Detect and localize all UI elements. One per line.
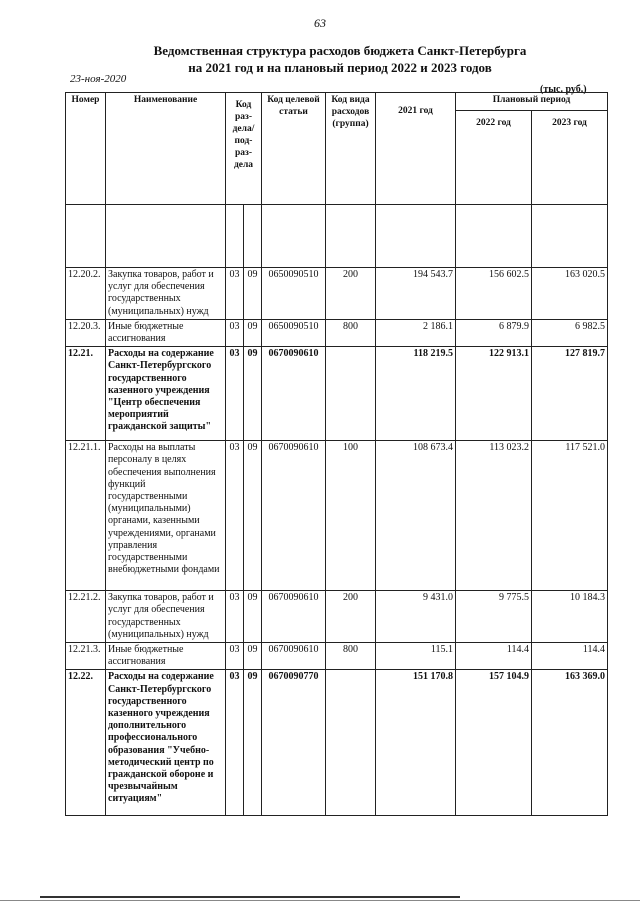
row-name: Закупка товаров, работ и услуг для обеспечения государственных (муниципальных) нужд	[106, 591, 226, 643]
row-subsection: 09	[244, 643, 262, 670]
header-number: Номер	[66, 93, 106, 205]
row-section: 03	[226, 643, 244, 670]
row-2023: 163 020.5	[532, 268, 608, 320]
row-name: Расходы на содержание Санкт-Петербургского государственного казенного учреждения "Центр обеспечения мероприятий гражданской защиты"	[106, 347, 226, 441]
scan-artifact-line	[40, 896, 460, 898]
row-type: 200	[326, 591, 376, 643]
table-row	[66, 319, 608, 346]
row-number: 12.22.	[66, 670, 106, 816]
blank-row	[66, 205, 608, 268]
row-2023: 127 819.7	[532, 347, 608, 441]
row-target: 0670090610	[262, 643, 326, 670]
budget-table	[65, 92, 608, 816]
row-section: 03	[226, 347, 244, 441]
row-2021: 2 186.1	[376, 319, 456, 346]
row-name: Закупка товаров, работ и услуг для обеспечения государственных (муниципальных) нужд	[106, 268, 226, 320]
row-target: 0670090610	[262, 591, 326, 643]
row-2021: 194 543.7	[376, 268, 456, 320]
row-2022: 113 023.2	[456, 441, 532, 591]
row-name: Расходы на выплаты персоналу в целях обеспечения выполнения функций государственными (муниципальными) органами, казенными учреждениями, органами управления государственными внебюджетными фондами	[106, 441, 226, 591]
document-title	[100, 42, 580, 76]
row-2022: 156 602.5	[456, 268, 532, 320]
row-name: Иные бюджетные ассигнования	[106, 643, 226, 670]
row-number: 12.20.3.	[66, 319, 106, 346]
row-2022: 6 879.9	[456, 319, 532, 346]
header-2022: 2022 год	[456, 111, 532, 205]
scan-artifact-line	[0, 900, 640, 901]
document-date: 23-ноя-2020	[70, 73, 127, 85]
row-subsection: 09	[244, 347, 262, 441]
row-section: 03	[226, 441, 244, 591]
row-2022: 157 104.9	[456, 670, 532, 816]
row-type	[326, 670, 376, 816]
row-target: 0670090610	[262, 441, 326, 591]
header-type: Код вида расходов (группа)	[326, 93, 376, 205]
row-number: 12.21.2.	[66, 591, 106, 643]
row-target: 0670090610	[262, 347, 326, 441]
row-subsection: 09	[244, 591, 262, 643]
header-name: Наименование	[106, 93, 226, 205]
header-2021: 2021 год	[376, 93, 456, 205]
row-subsection: 09	[244, 441, 262, 591]
row-target: 0670090770	[262, 670, 326, 816]
table-row	[66, 441, 608, 591]
row-2021: 118 219.5	[376, 347, 456, 441]
title-line-1: Ведомственная структура расходов бюджета Санкт-Петербурга	[153, 43, 527, 58]
page-number: 63	[314, 16, 326, 30]
header-2023: 2023 год	[532, 111, 608, 205]
units-label: (тыс. руб.)	[540, 84, 587, 95]
table-row	[66, 670, 608, 816]
row-2021: 151 170.8	[376, 670, 456, 816]
row-2021: 9 431.0	[376, 591, 456, 643]
row-2023: 10 184.3	[532, 591, 608, 643]
row-2022: 9 775.5	[456, 591, 532, 643]
row-type: 800	[326, 643, 376, 670]
row-section: 03	[226, 670, 244, 816]
row-2023: 6 982.5	[532, 319, 608, 346]
row-2023: 117 521.0	[532, 441, 608, 591]
row-subsection: 09	[244, 670, 262, 816]
row-target: 0650090510	[262, 319, 326, 346]
row-number: 12.20.2.	[66, 268, 106, 320]
row-type: 200	[326, 268, 376, 320]
row-2023: 163 369.0	[532, 670, 608, 816]
table-row	[66, 643, 608, 670]
row-name: Иные бюджетные ассигнования	[106, 319, 226, 346]
row-2022: 122 913.1	[456, 347, 532, 441]
row-target: 0650090510	[262, 268, 326, 320]
row-subsection: 09	[244, 268, 262, 320]
row-number: 12.21.3.	[66, 643, 106, 670]
row-section: 03	[226, 319, 244, 346]
row-2023: 114.4	[532, 643, 608, 670]
header-planned-period: Плановый период	[456, 93, 608, 111]
row-type: 800	[326, 319, 376, 346]
header-section: Код раз-дела/ под-раз-дела	[226, 93, 262, 205]
row-type	[326, 347, 376, 441]
title-line-2: на 2021 год и на плановый период 2022 и 2023 годов	[188, 60, 492, 75]
row-section: 03	[226, 268, 244, 320]
row-2021: 115.1	[376, 643, 456, 670]
row-number: 12.21.	[66, 347, 106, 441]
row-2021: 108 673.4	[376, 441, 456, 591]
row-section: 03	[226, 591, 244, 643]
row-number: 12.21.1.	[66, 441, 106, 591]
row-2022: 114.4	[456, 643, 532, 670]
row-subsection: 09	[244, 319, 262, 346]
row-name: Расходы на содержание Санкт-Петербургского государственного казенного учреждения дополнительного профессионального образования "Учебно-методический центр по гражданской обороне и чрезвычайным ситуациям"	[106, 670, 226, 816]
row-type: 100	[326, 441, 376, 591]
table-row	[66, 591, 608, 643]
table-row	[66, 268, 608, 320]
table-row	[66, 347, 608, 441]
header-target: Код целевой статьи	[262, 93, 326, 205]
